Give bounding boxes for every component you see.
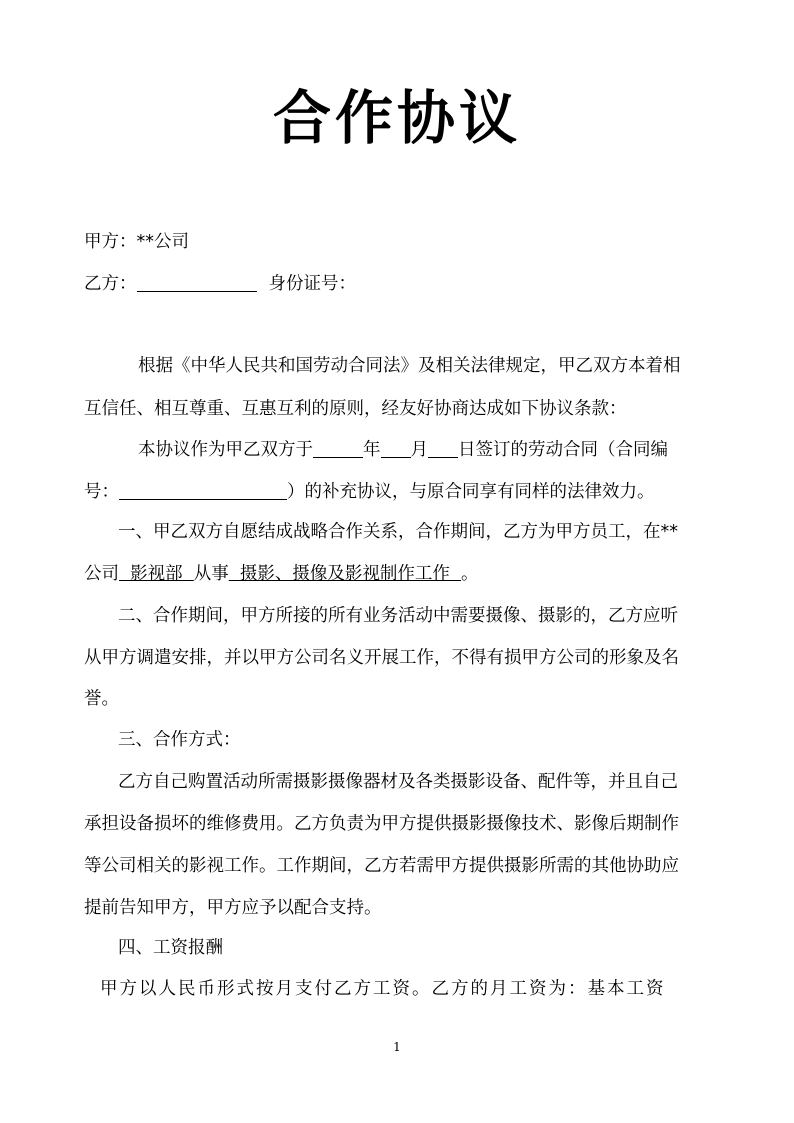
supplement-line-1 <box>138 435 778 465</box>
article-3-heading: 三、合作方式： <box>118 730 241 750</box>
intro-line-1: 根据《中华人民共和国劳动合同法》及相关法律规定，甲乙双方本着相 <box>138 356 681 376</box>
article-1-period: 。 <box>461 564 479 584</box>
party-b-line <box>84 269 724 299</box>
article-2-line-2: 从甲方调遣安排，并以甲方公司名义开展工作，不得有损甲方公司的形象及名 <box>84 648 679 668</box>
year-blank <box>313 437 363 458</box>
supplement-line-2 <box>84 477 724 507</box>
party-b-label: 乙方： <box>84 274 137 294</box>
article-4-heading: 四、工资报酬 <box>118 938 223 958</box>
document-title: 合作协议 <box>272 84 521 152</box>
day-blank <box>428 437 458 458</box>
month-label: 月 <box>410 440 428 460</box>
article-1-line-2 <box>84 559 724 589</box>
department-field: 影视部 <box>119 564 194 584</box>
month-blank <box>381 437 411 458</box>
intro-line-2: 互信任、相互尊重、互惠互利的原则，经友好协商达成如下协议条款： <box>84 399 627 419</box>
supplement-text-a: 本协议作为甲乙双方于 <box>138 440 313 460</box>
page-number: 1 <box>393 1040 401 1054</box>
year-label: 年 <box>363 440 381 460</box>
article-3-line-2: 承担设备损坏的维修费用。乙方负责为甲方提供摄影摄像技术、影像后期制作 <box>84 814 679 834</box>
article-1-engage: 从事 <box>193 564 229 584</box>
supplement-text-b: 日签订的劳动合同（合同编 <box>458 440 668 460</box>
contract-number-blank <box>119 479 287 500</box>
work-description-field: 摄影、摄像及影视制作工作 <box>228 564 462 584</box>
article-1-line-1: 一、甲乙双方自愿结成战略合作关系，合作期间，乙方为甲方员工，在** <box>118 522 678 542</box>
party-b-name-blank <box>137 271 257 292</box>
article-3-line-3: 等公司相关的影视工作。工作期间，乙方若需甲方提供摄影所需的其他协助应 <box>84 856 679 876</box>
article-4-line-1: 甲方以人民币形式按月支付乙方工资。乙方的月工资为：基本工资 <box>100 979 666 999</box>
party-a-line: 甲方：**公司 <box>84 232 189 252</box>
article-2-line-1: 二、合作期间，甲方所接的所有业务活动中需要摄像、摄影的，乙方应听 <box>118 606 678 626</box>
article-3-line-4: 提前告知甲方，甲方应予以配合支持。 <box>84 898 382 918</box>
supplement-text-c: ）的补充协议，与原合同享有同样的法律效力。 <box>287 482 655 502</box>
contract-number-label: 号： <box>84 482 119 502</box>
article-1-company: 公司 <box>84 564 119 584</box>
article-3-line-1: 乙方自己购置活动所需摄影摄像器材及各类摄影设备、配件等，并且自己 <box>118 772 678 792</box>
article-2-line-3: 誉。 <box>84 689 119 709</box>
party-b-id-label: 身份证号： <box>268 274 356 294</box>
